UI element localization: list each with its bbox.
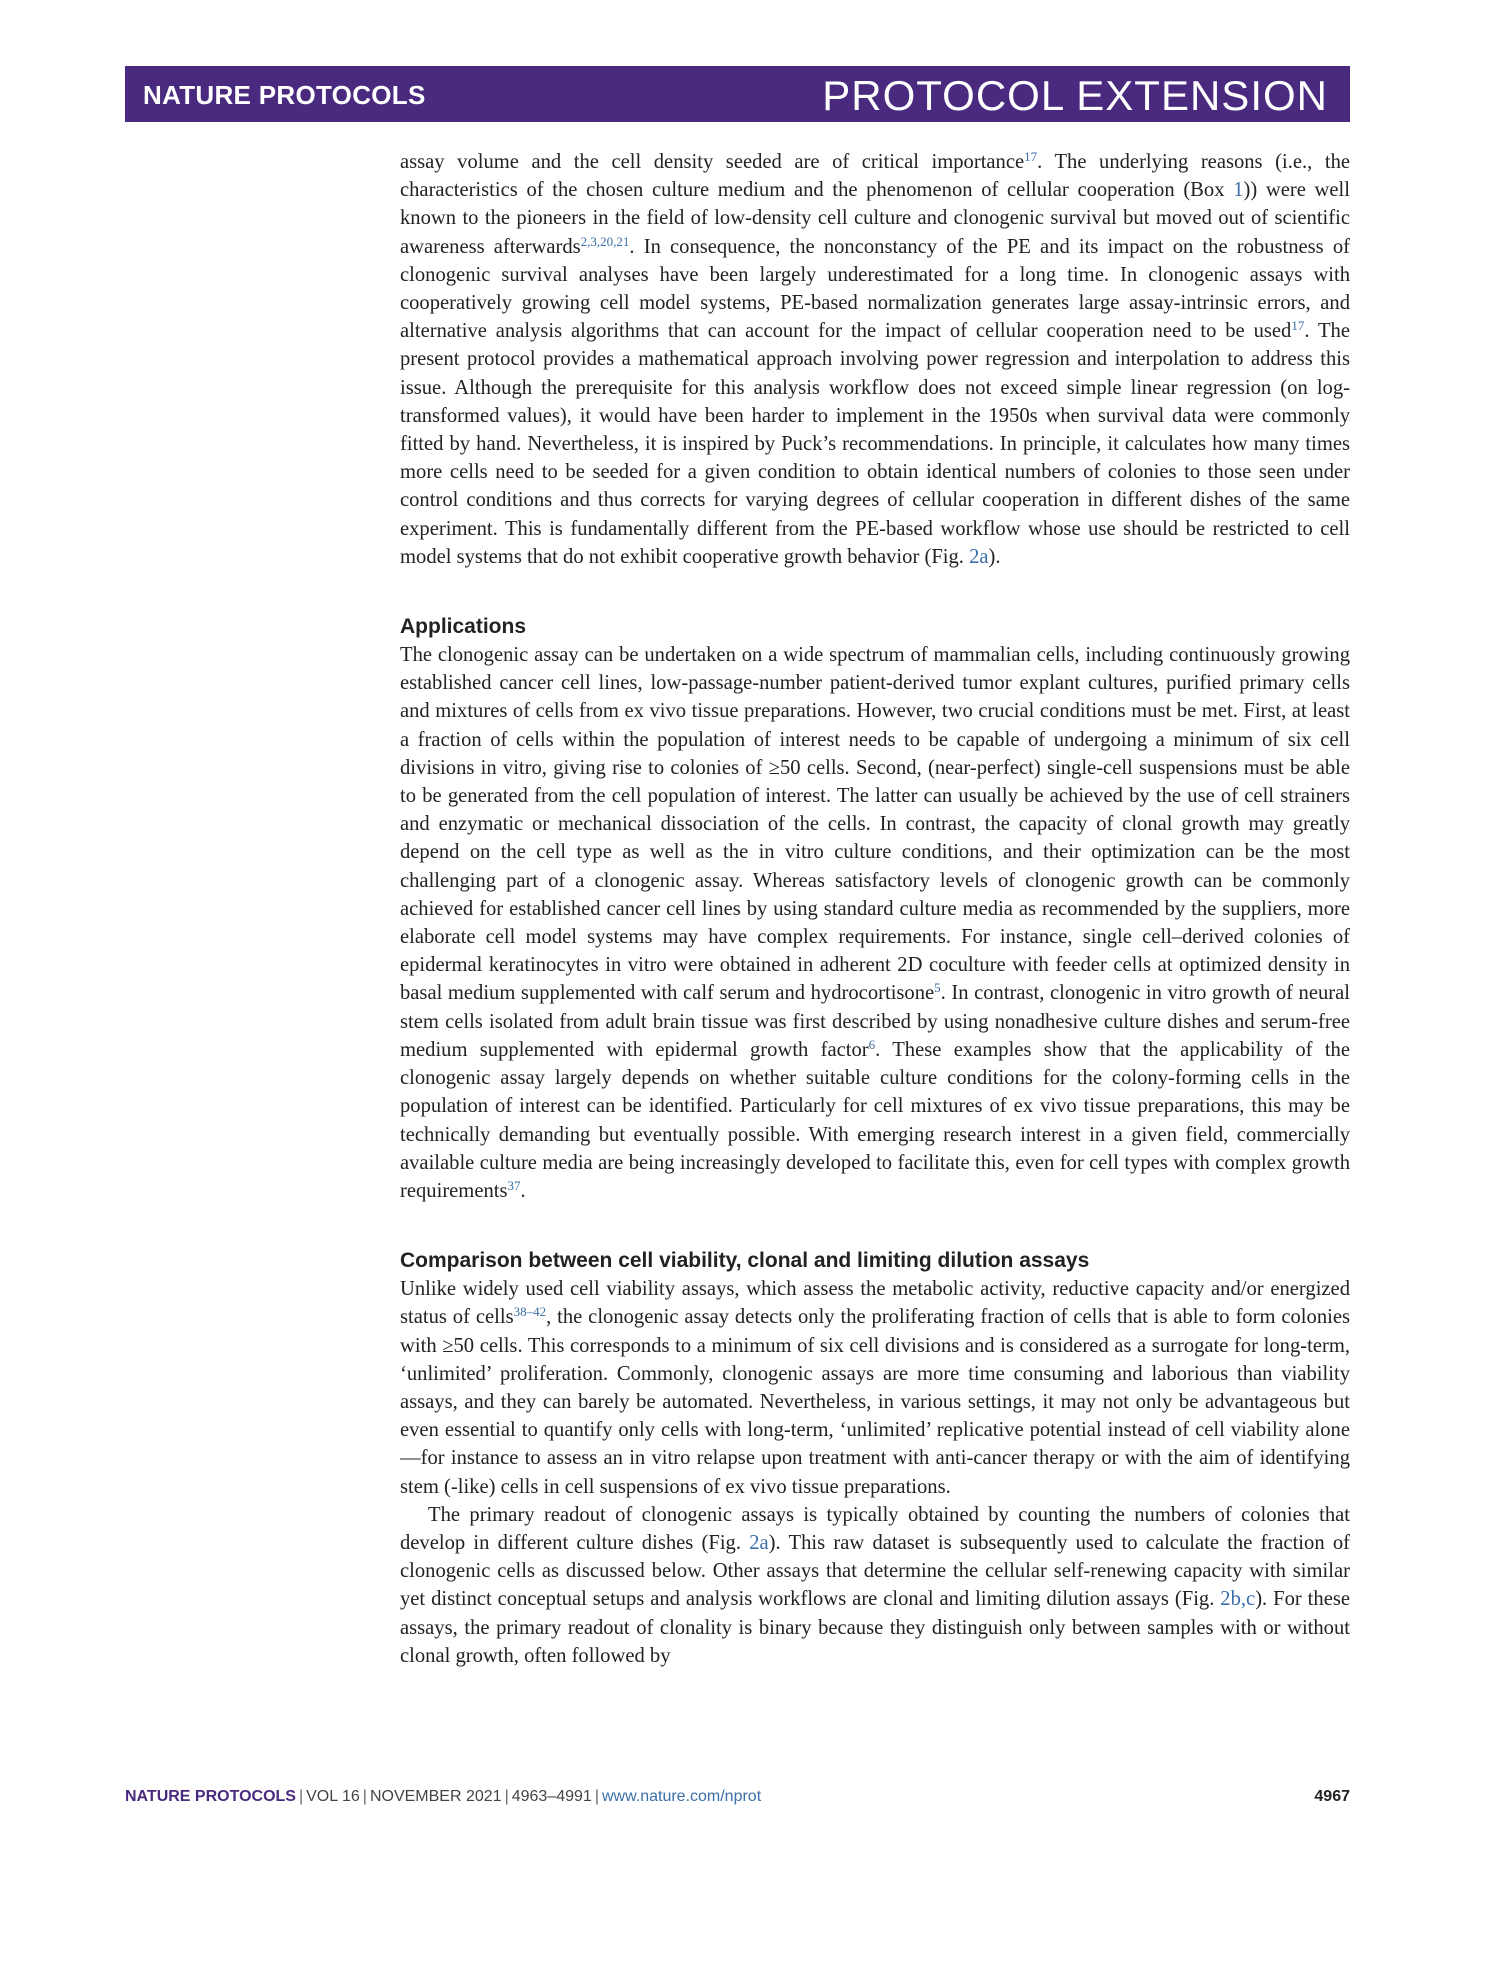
paragraph-comparison-2: [400, 1501, 1350, 1670]
footer-pages: 4963–4991: [511, 1788, 592, 1805]
text-run: . In contrast, clonogenic in vitro growth of neural stem cells isolated from adult brain tissue was first described by using nonadhesive culture dishes and serum-free medium supplemented with epidermal growth factor: [400, 982, 1350, 1061]
text-run: ). This raw dataset is subsequently used to calculate the fraction of clonogenic cells as discussed below. Other assays that determine the cellular self-renewing capacity with similar yet distinct conceptual setups and analysis workflows are clonal and limiting dilution assays (Fig.: [400, 1531, 1350, 1611]
text-run: assay volume and the cell density seeded are of critical importance: [400, 151, 1025, 173]
box-link[interactable]: 1: [1233, 179, 1244, 202]
reference-link[interactable]: 2,3,20,21: [580, 233, 630, 249]
figure-link[interactable]: 2b,c: [1220, 1588, 1256, 1611]
reference-link[interactable]: 38–42: [513, 1304, 547, 1320]
text-run: . In consequence, the nonconstancy of the PE and its impact on the robustness of clonogenic survival analyses have been largely underestimated for a long time. In clonogenic assays with cooperatively growing cell model systems, PE-based normalization generates large assay-intrinsic errors, and alternative analysis algorithms that can account for the impact of cellular cooperation need to be used: [400, 235, 1350, 343]
article-type: PROTOCOL EXTENSION: [822, 72, 1328, 119]
text-run: The clonogenic assay can be undertaken on a wide spectrum of mammalian cells, including continuously growing established cancer cell lines, low-passage-number patient-derived tumor explant cultures, purified primary cells and mixtures of cells from ex vivo tissue preparations. However, two crucial conditions must be met. First, at least a fraction of cells within the population of interest needs to be capable of undergoing a minimum of six cell divisions in vitro, giving rise to colonies of ≥50 cells. Second, (near-perfect) single-cell suspensions must be able to be generated from the cell population of interest. The latter can usually be achieved by the use of cell strainers and enzymatic or mechanical dissociation of the cells. In contrast, the capacity of clonal growth may greatly depend on the cell type as well as the in vitro culture conditions, and their optimization can be the most challenging part of a clonogenic assay. Whereas satisfactory levels of clonogenic growth can be commonly achieved for established cancer cell lines by using standard culture media as recommended by the suppliers, more elaborate cell model systems may have complex requirements. For instance, single cell–derived colonies of epidermal keratinocytes in vitro were obtained in adherent 2D coculture with feeder cells at optimized density in basal medium supplemented with calf serum and hydrocortisone: [400, 644, 1350, 1005]
page-footer: [125, 1788, 1350, 1812]
text-run: , the clonogenic assay detects only the proliferating fraction of cells that is able to form colonies with ≥50 cells. This corresponds to a minimum of six cell divisions and is considered as a surrogate for long-term, ‘unlimited’ proliferation. Commonly, clonogenic assays are more time consuming and laborious than viability assays, and they can barely be automated. Nevertheless, in various settings, it may not only be advantageous but even essential to quantify only cells with long-term, ‘unlimited’ replicative potential instead of cell viability alone—for instance to assess an in vitro relapse upon treatment with anti-cancer therapy or with the aim of identifying stem (-like) cells in cell suspensions of ex vivo tissue preparations.: [400, 1306, 1350, 1498]
section-heading-comparison: Comparison between cell viability, clonal and limiting dilution assays: [400, 1249, 1090, 1273]
text-run: . These examples show that the applicability of the clonogenic assay largely depends on whether suitable culture conditions for the colony-forming cells in the population of interest can be identified. Particularly for cell mixtures of ex vivo tissue preparations, this may be technically demanding but eventually possible. With emerging research interest in a given field, commercially available culture media are being increasingly developed to facilitate this, even for cell types with complex growth requirements: [400, 1038, 1350, 1202]
footer-volume: VOL 16: [306, 1788, 360, 1805]
footer-date: NOVEMBER 2021: [369, 1788, 502, 1805]
footer-journal: NATURE PROTOCOLS: [125, 1788, 296, 1805]
paragraph-intro-continued: [400, 148, 1350, 571]
text-run: )) were well known to the pioneers in the field of low-density cell culture and clonogenic survival but moved out of scientific awareness afterwards: [400, 179, 1351, 258]
paragraph-applications: [400, 641, 1350, 1205]
reference-link[interactable]: 17: [1024, 149, 1038, 164]
figure-link[interactable]: 2a: [969, 545, 989, 568]
footer-separator: |: [298, 1788, 304, 1805]
reference-link[interactable]: 6: [868, 1036, 876, 1052]
reference-link[interactable]: 17: [1291, 318, 1305, 334]
text-run: Unlike widely used cell viability assays, which assess the metabolic activity, reductive capacity and/or energized status of cells: [400, 1278, 1350, 1329]
text-run: . The underlying reasons (i.e., the characteristics of the chosen culture medium and the phenomenon of cellular cooperation (Box: [400, 151, 1351, 202]
footer-separator: |: [594, 1788, 599, 1805]
footer-separator: |: [362, 1788, 367, 1805]
text-run: ).: [988, 545, 1001, 568]
text-run: .: [520, 1179, 526, 1202]
paragraph-comparison-1: [400, 1275, 1350, 1501]
body-column: [400, 148, 1350, 1670]
text-run: The primary readout of clonogenic assays is typically obtained by counting the numbers of colonies that develop in different culture dishes (Fig.: [400, 1503, 1350, 1554]
section-heading-applications: Applications: [400, 615, 527, 639]
footer-url-link[interactable]: www.nature.com/nprot: [601, 1788, 762, 1805]
figure-link[interactable]: 2a: [749, 1531, 769, 1554]
reference-link[interactable]: 37: [507, 1177, 521, 1193]
page-number: 4967: [1314, 1788, 1350, 1805]
journal-name: NATURE PROTOCOLS: [143, 80, 426, 110]
text-run: . The present protocol provides a mathematical approach involving power regression and interpolation to address this issue. Although the prerequisite for this analysis workflow does not exceed simple linear regression (on log-transformed values), it would have been harder to implement in the 1950s when survival data were commonly fitted by hand. Nevertheless, it is inspired by Puck’s recommendations. In principle, it calculates how many times more cells need to be seeded for a given condition to obtain identical numbers of colonies to those seen under control conditions and thus corrects for varying degrees of cellular cooperation in different dishes of the same experiment. This is fundamentally different from the PE-based workflow whose use should be restricted to cell model systems that do not exhibit cooperative growth behavior (Fig.: [400, 320, 1350, 568]
header-bar: [125, 66, 1350, 122]
reference-link[interactable]: 5: [934, 980, 941, 996]
footer-separator: |: [504, 1788, 509, 1805]
text-run: ). For these assays, the primary readout of clonality is binary because they distinguish only between samples with or without clonal growth, often followed by: [400, 1588, 1350, 1667]
